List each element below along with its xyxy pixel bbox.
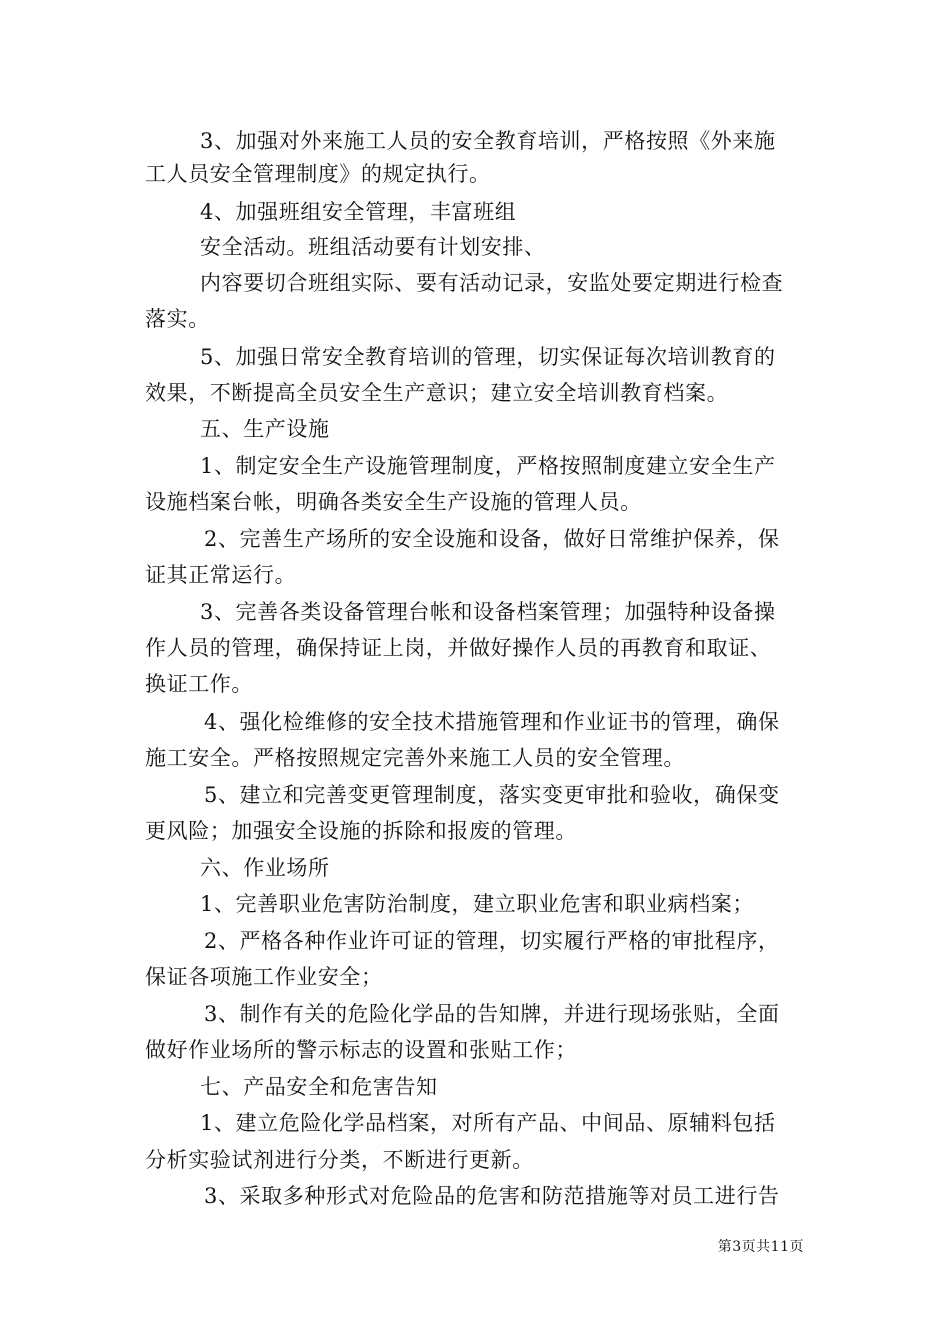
- text-line: 3、制作有关的危险化学品的告知牌，并进行现场张贴，全面: [204, 1002, 780, 1026]
- text-line: 设施档案台帐，明确各类安全生产设施的管理人员。: [145, 490, 642, 514]
- text-line: 4、强化检维修的安全技术措施管理和作业证书的管理，确保: [204, 710, 780, 734]
- text-line: 落实。: [145, 307, 210, 331]
- text-line: 2、完善生产场所的安全设施和设备，做好日常维护保养，保: [204, 527, 780, 551]
- section-heading: 六、作业场所: [200, 856, 330, 880]
- text-line: 保证各项施工作业安全；: [145, 965, 383, 989]
- text-line: 内容要切合班组实际、要有活动记录，安监处要定期进行检查: [200, 271, 784, 295]
- text-line: 效果，不断提高全员安全生产意识；建立安全培训教育档案。: [145, 381, 729, 405]
- text-line: 换证工作。: [145, 672, 253, 696]
- page-number: 第3页共11页: [717, 1239, 804, 1255]
- text-line: 3、加强对外来施工人员的安全教育培训，严格按照《外来施: [200, 129, 776, 153]
- text-line: 2、严格各种作业许可证的管理，切实履行严格的审批程序，: [204, 929, 780, 953]
- text-line: 5、加强日常安全教育培训的管理，切实保证每次培训教育的: [200, 345, 776, 369]
- text-line: 作人员的管理，确保持证上岗，并做好操作人员的再教育和取证、: [145, 636, 772, 660]
- text-line: 施工安全。严格按照规定完善外来施工人员的安全管理。: [145, 746, 685, 770]
- text-line: 1、建立危险化学品档案，对所有产品、中间品、原辅料包括: [200, 1111, 776, 1135]
- text-line: 4、加强班组安全管理，丰富班组: [200, 200, 517, 224]
- text-line: 做好作业场所的警示标志的设置和张贴工作；: [145, 1038, 577, 1062]
- text-line: 分析实验试剂进行分类，不断进行更新。: [145, 1148, 534, 1172]
- text-line: 3、完善各类设备管理台帐和设备档案管理；加强特种设备操: [200, 600, 776, 624]
- text-line: 3、采取多种形式对危险品的危害和防范措施等对员工进行告: [204, 1184, 780, 1208]
- text-line: 1、制定安全生产设施管理制度，严格按照制度建立安全生产: [200, 454, 776, 478]
- text-line: 工人员安全管理制度》的规定执行。: [145, 162, 491, 186]
- text-line: 1、完善职业危害防治制度，建立职业危害和职业病档案；: [200, 892, 754, 916]
- section-heading: 七、产品安全和危害告知: [200, 1075, 438, 1099]
- text-line: 安全活动。班组活动要有计划安排、: [200, 235, 546, 259]
- text-line: 5、建立和完善变更管理制度，落实变更审批和验收，确保变: [204, 783, 780, 807]
- text-line: 更风险；加强安全设施的拆除和报废的管理。: [145, 819, 577, 843]
- text-line: 证其正常运行。: [145, 563, 297, 587]
- section-heading: 五、生产设施: [200, 417, 330, 441]
